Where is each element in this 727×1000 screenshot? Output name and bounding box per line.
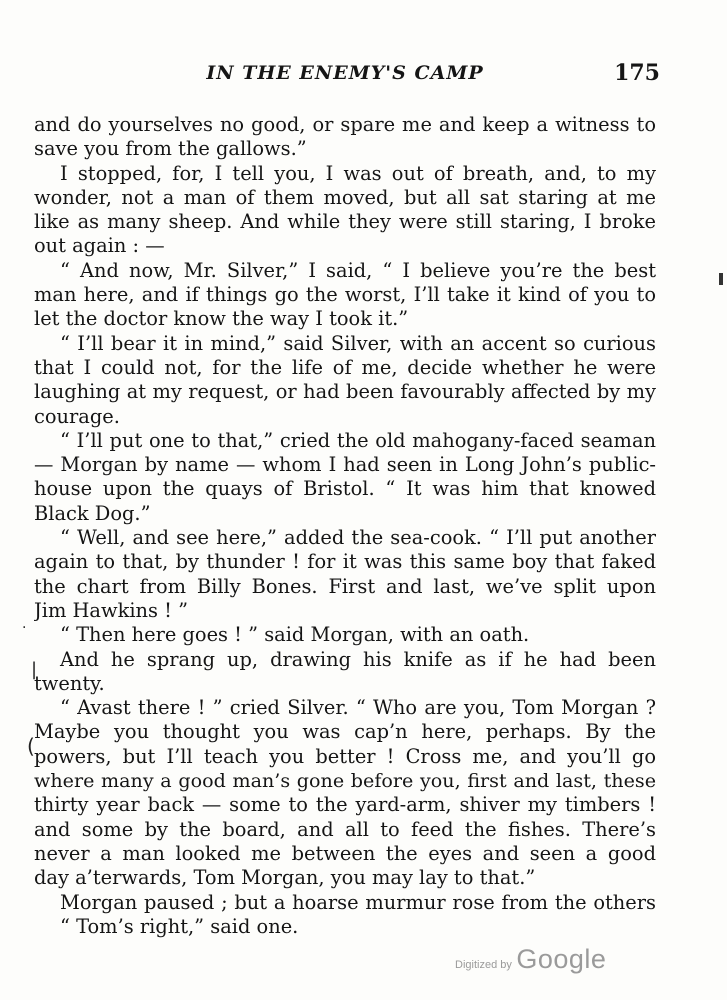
text-line: twenty. <box>34 671 105 695</box>
text-line: and do yourselves no good, or spare me and keep a witness to <box>34 113 656 136</box>
text-line: And he sprang up, drawing his knife as if he had been <box>60 647 656 671</box>
text-line: “ I’ll bear it in mind,” said Silver, with an accent so curious <box>60 331 656 355</box>
text-line: “ I’ll put one to that,” cried the old mahogany-faced seaman <box>60 428 656 452</box>
text-line: where many a good man’s gone before you, first and last, these <box>34 769 656 793</box>
text-line: “ Well, and see here,” added the sea-cook. “ I’ll put another <box>60 526 656 550</box>
watermark-brand: Google <box>516 944 607 974</box>
edge-mark <box>719 273 723 285</box>
text-line: Maybe you thought you was cap’n here, perhaps. By the <box>34 720 656 744</box>
text-line: and some by the board, and all to feed the fishes. There’s <box>34 817 656 841</box>
margin-mark-dot: . <box>22 616 27 632</box>
running-head: IN THE ENEMY'S CAMP <box>206 62 484 84</box>
text-line: powers, but I’ll teach you better ! Cross me, and you’ll go <box>34 744 656 768</box>
text-line: Jim Hawkins ! ” <box>34 598 189 622</box>
margin-mark-bar: | <box>31 659 38 680</box>
text-line: let the doctor know the way I took it.” <box>34 307 409 331</box>
text-line: “ Then here goes ! ” said Morgan, with an oath. <box>60 623 530 647</box>
digitized-watermark <box>455 944 606 975</box>
text-line: Black Dog.” <box>34 501 151 525</box>
text-line: again to that, by thunder ! for it was this same boy that faked <box>34 550 656 574</box>
watermark-prefix: Digitized by <box>455 959 512 971</box>
text-line: never a man looked me between the eyes and seen a good <box>34 841 656 865</box>
margin-mark-bracket: ( <box>27 734 35 758</box>
text-line: laughing at my request, or had been favourably affected by my <box>34 380 656 404</box>
text-line: the chart from Billy Bones. First and last, we’ve split upon <box>34 574 656 598</box>
text-line: “ Tom’s right,” said one. <box>60 914 299 938</box>
text-line: save you from the gallows.” <box>34 137 307 161</box>
body-text <box>34 113 656 939</box>
text-line: Morgan paused ; but a hoarse murmur rose from the others <box>60 890 656 914</box>
text-line: wonder, not a man of them moved, but all sat staring at me <box>34 185 656 209</box>
text-line: “ And now, Mr. Silver,” I said, “ I believe you’re the best <box>60 258 656 282</box>
text-line: like as many sheep. And while they were still staring, I broke <box>34 210 656 234</box>
text-line: I stopped, for, I tell you, I was out of breath, and, to my <box>60 161 656 185</box>
page-number: 175 <box>614 60 660 86</box>
text-line: out again : — <box>34 234 165 258</box>
text-line: man here, and if things go the worst, I’ll take it kind of you to <box>34 283 656 307</box>
page-header <box>30 62 660 92</box>
text-line: house upon the quays of Bristol. “ It was him that knowed <box>34 477 656 501</box>
text-line: thirty year back — some to the yard-arm, shiver my timbers ! <box>34 793 656 817</box>
text-line: day a’terwards, Tom Morgan, you may lay to that.” <box>34 866 536 890</box>
text-line: courage. <box>34 404 120 428</box>
text-line: — Morgan by name — whom I had seen in Long John’s public- <box>34 453 656 477</box>
text-line: that I could not, for the life of me, decide whether he were <box>34 355 656 379</box>
text-line: “ Avast there ! ” cried Silver. “ Who are you, Tom Morgan ? <box>60 696 656 720</box>
